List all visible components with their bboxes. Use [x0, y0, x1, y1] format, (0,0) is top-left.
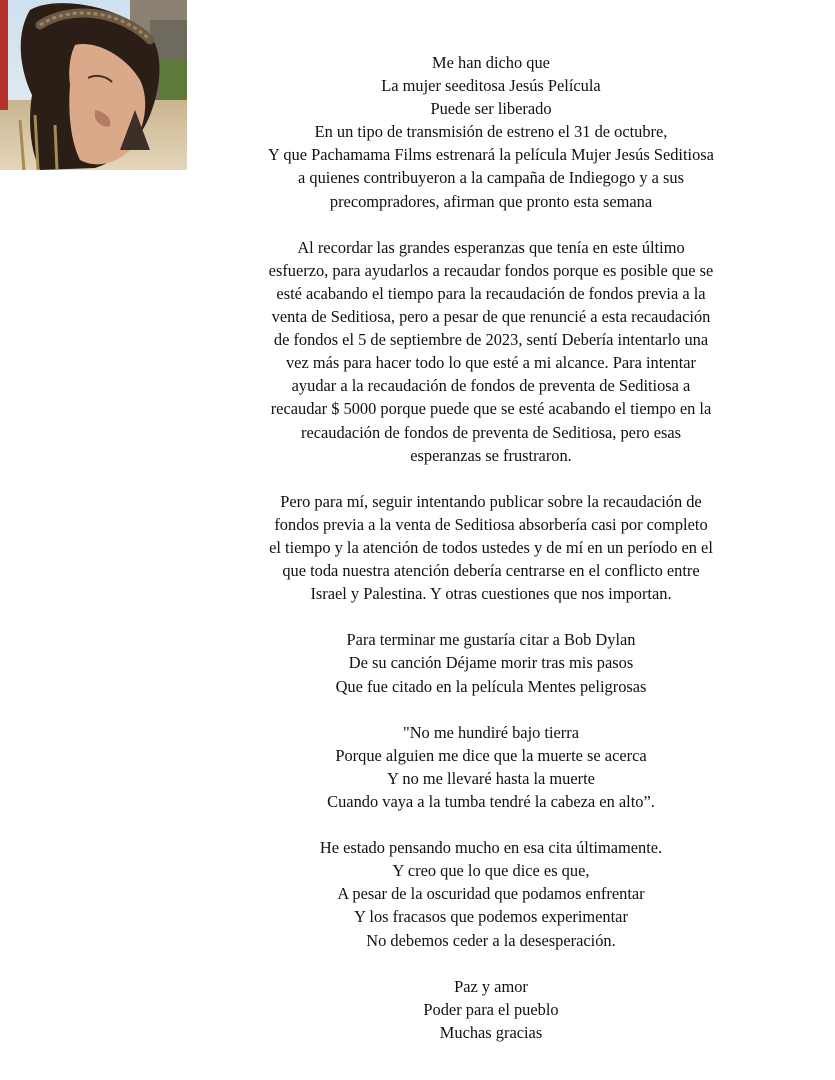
- letter-line: de fondos el 5 de septiembre de 2023, sentí Debería intentarlo una: [273, 330, 709, 350]
- letter-line: Puede ser liberado: [430, 99, 552, 119]
- letter-line: "No me hundiré bajo tierra: [403, 722, 579, 742]
- letter-line: Y que Pachamama Films estrenará la película Mujer Jesús Seditiosa: [268, 145, 714, 165]
- letter-line: a quienes contribuyeron a la campaña de Indiegogo y a sus: [298, 168, 684, 188]
- letter-paragraph: [225, 975, 757, 1044]
- letter-line: el tiempo y la atención de todos ustedes y de mí en un período en el: [269, 537, 713, 557]
- letter-line: Paz y amor: [454, 976, 528, 996]
- letter-line: De su canción Déjame morir tras mis pasos: [348, 653, 634, 673]
- letter-line: esfuerzo, para ayudarlos a recaudar fondos porque es posible que se: [268, 260, 714, 280]
- letter-line: La mujer seeditosa Jesús Película: [381, 76, 601, 96]
- letter-line: No debemos ceder a la desesperación.: [366, 930, 616, 950]
- letter-line: Que fue citado en la película Mentes peligrosas: [335, 676, 647, 696]
- letter-line: Me han dicho que: [432, 53, 550, 72]
- letter-line: Y los fracasos que podemos experimentar: [354, 907, 628, 927]
- letter-line: En un tipo de transmisión de estreno el 31 de octubre,: [314, 122, 668, 142]
- letter-line: Poder para el pueblo: [423, 999, 559, 1019]
- letter-paragraph: [225, 51, 757, 213]
- letter-line: esté acabando el tiempo para la recaudación de fondos previa a la: [276, 283, 706, 303]
- letter-line: fondos previa a la venta de Seditiosa absorbería casi por completo: [274, 514, 708, 534]
- letter-body: [225, 51, 757, 1044]
- letter-line: Y no me llevaré hasta la muerte: [387, 768, 595, 788]
- letter-line: venta de Seditiosa, pero a pesar de que renuncié a esta recaudación: [271, 307, 711, 327]
- letter-line: Al recordar las grandes esperanzas que tenía en este último: [297, 237, 685, 257]
- letter-line: ayudar a la recaudación de fondos de preventa de Seditiosa a: [291, 376, 691, 396]
- letter-line: precompradores, afirman que pronto esta semana: [329, 191, 653, 211]
- person-with-crown-of-thorns-photo-icon: [0, 0, 187, 170]
- letter-line: Porque alguien me dice que la muerte se acerca: [335, 745, 647, 765]
- letter-line: que toda nuestra atención debería centrarse en el conflicto entre: [282, 561, 700, 581]
- letter-line: Para terminar me gustaría citar a Bob Dylan: [346, 630, 636, 650]
- letter-line: recaudación de fondos de preventa de Seditiosa, pero esas: [300, 422, 682, 442]
- letter-line: recaudar $ 5000 porque puede que se esté acabando el tiempo en la: [270, 399, 712, 419]
- letter-paragraph: [225, 836, 757, 951]
- letter-line: A pesar de la oscuridad que podamos enfrentar: [337, 884, 645, 904]
- header-photo: [0, 0, 187, 170]
- letter-line: Pero para mí, seguir intentando publicar sobre la recaudación de: [280, 491, 702, 511]
- letter-paragraph: [225, 628, 757, 697]
- letter-line: esperanzas se frustraron.: [410, 445, 572, 465]
- letter-line: Israel y Palestina. Y otras cuestiones que nos importan.: [310, 584, 672, 604]
- letter-paragraph: [225, 721, 757, 813]
- letter-line: He estado pensando mucho en esa cita últimamente.: [319, 838, 663, 858]
- letter-line: Muchas gracias: [439, 1022, 543, 1042]
- letter-line: vez más para hacer todo lo que esté a mi alcance. Para intentar: [285, 353, 697, 373]
- letter-paragraph: [225, 236, 757, 467]
- letter-line: Y creo que lo que dice es que,: [392, 861, 590, 881]
- letter-line: Cuando vaya a la tumba tendré la cabeza en alto”.: [327, 792, 655, 811]
- letter-paragraph: [225, 490, 757, 605]
